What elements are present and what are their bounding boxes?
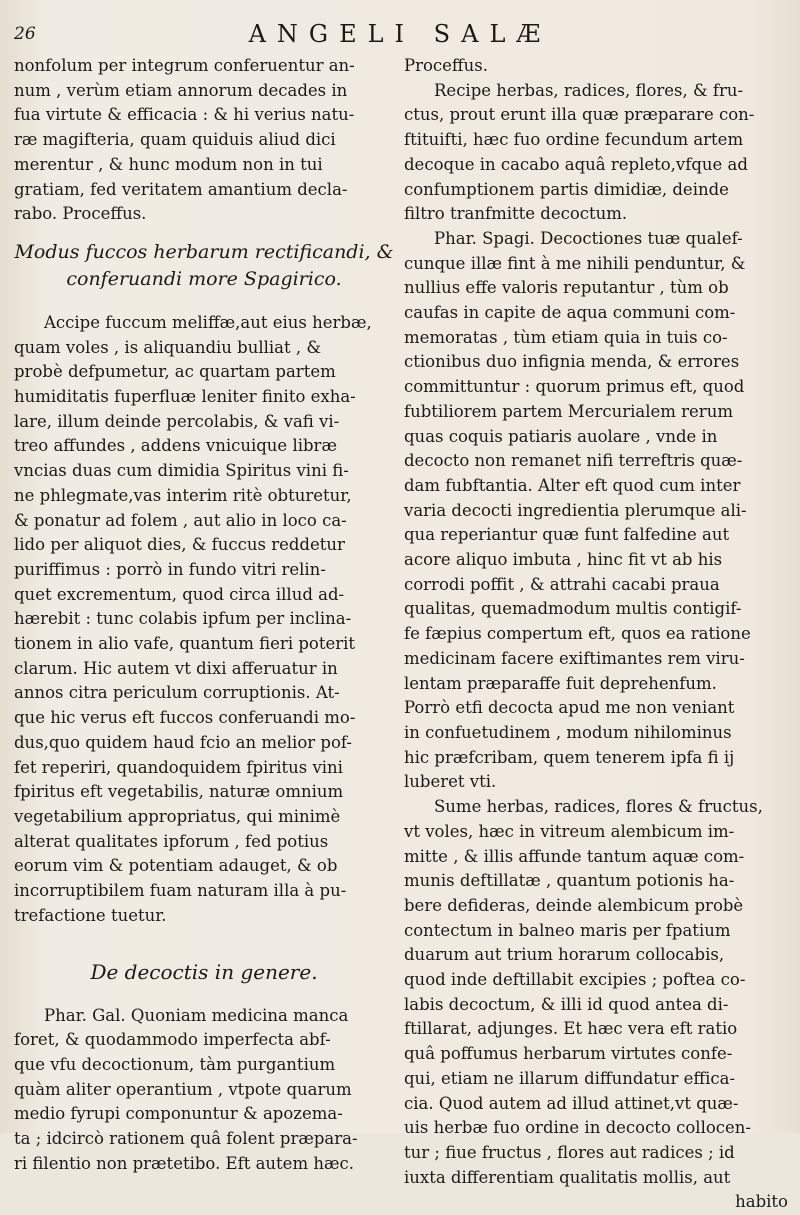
text-line: quet excrementum, quod circa illud ad- [14, 584, 345, 604]
text-line: Sume herbas, radices, flores & fructus, [434, 797, 763, 817]
text-line: merentur , & hunc modum non in tui [14, 154, 323, 174]
text-line: que hic verus eft fuccos conferuandi mo- [14, 708, 356, 728]
text-line: in confuetudinem , modum nihilominus [404, 722, 732, 742]
text-line: ftillarat, adjunges. Et hæc vera eft ratio [404, 1019, 738, 1039]
text-line: qui, etiam ne illarum diffundatur effica- [404, 1068, 736, 1088]
left-paragraph-2 [14, 311, 394, 929]
section-heading-decoctis: De decoctis in genere. [90, 959, 318, 984]
catchword: habito [735, 1192, 788, 1212]
text-line: nullius effe valoris reputantur , tùm ob [404, 278, 729, 298]
text-line: fubtiliorem partem Mercurialem rerum [404, 401, 733, 421]
text-line: munis deftillatæ , quantum potionis ha- [404, 871, 735, 891]
text-line: quàm aliter operantium , vtpote quarum [14, 1079, 352, 1099]
text-line: corrodi poffit , & attrahi cacabi praua [404, 574, 720, 594]
text-line: cunque illæ fint à me nihili penduntur, & [404, 253, 746, 273]
text-line: trefactione tuetur. [14, 905, 167, 925]
left-column [14, 54, 394, 1176]
text-line: Proceffus. [404, 56, 488, 75]
text-line: fe fæpius compertum eft, quos ea ratione [404, 624, 751, 644]
text-line: iuxta differentiam qualitatis mollis, aut [404, 1167, 731, 1187]
text-line: quam voles , is aliquandiu bulliat , & [14, 337, 322, 357]
text-line: lentam præparaffe fuit deprehenfum. [404, 673, 717, 693]
text-line: vegetabilium appropriatus, qui minimè [14, 806, 341, 826]
text-line: hærebit : tunc colabis ipfum per inclina- [14, 609, 352, 629]
running-head: ANGELI SALÆ [248, 20, 552, 48]
right-paragraph-3 [404, 227, 788, 795]
text-line: fua virtute & efficacia : & hi verius natu- [14, 105, 355, 125]
text-line: uis herbæ fuo ordine in decocto collocen- [404, 1118, 751, 1138]
text-line: quâ poffumus herbarum virtutes confe- [404, 1044, 733, 1064]
right-paragraph-4 [404, 795, 788, 1215]
text-line: lido per aliquot dies, & fuccus reddetur [14, 535, 345, 555]
text-line: medio fyrupi componuntur & apozema- [14, 1104, 343, 1124]
text-line: bere defideras, deinde alembicum probè [404, 895, 744, 915]
page-number: 26 [14, 24, 36, 44]
text-line: caufas in capite de aqua communi com- [404, 303, 736, 323]
text-line: cia. Quod autem ad illud attinet,vt quæ- [404, 1093, 739, 1113]
text-line: dus,quo quidem haud fcio an melior pof- [14, 732, 352, 752]
text-line: decoque in cacabo aquâ repleto,vfque ad [404, 154, 748, 174]
text-line: ri filentio non prætetibo. Eft autem hæc. [14, 1153, 354, 1173]
text-line: humiditatis fuperfluæ leniter finito exha- [14, 387, 356, 407]
text-line: treo affundes , addens vnicuique libræ [14, 436, 337, 456]
left-paragraph-3 [14, 1004, 394, 1177]
text-line: & ponatur ad folem , aut alio in loco ca- [14, 510, 347, 530]
text-line: ræ magifteria, quam quiduis aliud dici [14, 130, 336, 150]
text-line: qua reperiantur quæ funt falfedine aut [404, 525, 730, 545]
text-line: nonfolum per integrum conferuentur an- [14, 56, 355, 75]
text-line: gratiam, fed veritatem amantium decla- [14, 179, 348, 199]
text-line: lare, illum deinde percolabis, & vafi vi- [14, 411, 340, 431]
right-paragraph-2 [404, 79, 788, 227]
text-line: contectum in balneo maris per fpatium [404, 920, 731, 940]
text-line: decocto non remanet nifi terreftris quæ- [404, 451, 743, 471]
text-line: tionem in alio vafe, quantum fieri poterit [14, 634, 356, 654]
text-line: memoratas , tùm etiam quia in tuis co- [404, 327, 728, 347]
text-line: probè defpumetur, ac quartam partem [14, 362, 336, 382]
text-line: dam fubftantia. Alter eft quod cum inter [404, 475, 741, 495]
text-line: acore aliquo imbuta , hinc fit vt ab his [404, 550, 723, 570]
text-line: ctus, prout erunt illa quæ præparare con- [404, 105, 755, 125]
text-line: duarum aut trium horarum collocabis, [404, 945, 725, 965]
text-line: labis decoctum, & illi id quod antea di- [404, 994, 729, 1014]
text-line: committuntur : quorum primus eft, quod [404, 377, 745, 397]
text-line: foret, & quodammodo imperfecta abf- [14, 1030, 331, 1050]
text-line: medicinam facere exiftimantes rem viru- [404, 648, 745, 668]
text-line: tur ; fiue fructus , flores aut radices ; id [404, 1142, 735, 1162]
text-line: vncias duas cum dimidia Spiritus vini fi- [14, 461, 349, 481]
text-line: ne phlegmate,vas interim ritè obturetur, [14, 485, 352, 505]
section-heading-modus [14, 239, 394, 293]
text-line: fpiritus eft vegetabilis, naturæ omnium [14, 782, 344, 802]
right-paragraph-1 [404, 54, 788, 79]
text-line: alterat qualitates ipforum , fed potius [14, 831, 329, 851]
text-line: varia decocti ingredientia plerumque ali- [404, 500, 747, 520]
text-line: annos citra periculum corruptionis. At- [14, 683, 340, 703]
text-line: Porrò etfi decocta apud me non veniant [404, 698, 735, 718]
text-line: num , verùm etiam annorum decades in [14, 80, 348, 100]
text-line: Phar. Gal. Quoniam medicina manca [44, 1005, 349, 1025]
text-line: Recipe herbas, radices, flores, & fru- [434, 80, 744, 100]
text-line: incorruptibilem fuam naturam illa à pu- [14, 881, 347, 901]
text-line: quod inde deftillabit excipies ; poftea co- [404, 970, 746, 990]
right-column [404, 54, 788, 1215]
text-line: ftituifti, hæc fuo ordine fecundum artem [404, 130, 744, 150]
heading-line: conferuandi more Spagirico. [66, 267, 342, 290]
text-line: Phar. Spagi. Decoctiones tuæ qualef- [434, 228, 743, 248]
text-line: qualitas, quemadmodum multis contigif- [404, 599, 742, 619]
text-line: fet reperiri, quandoquidem fpiritus vini [14, 757, 343, 777]
text-line: rabo. Proceffus. [14, 204, 147, 224]
text-line: que vfu decoctionum, tàm purgantium [14, 1054, 336, 1074]
text-line: confumptionem partis dimidiæ, deinde [404, 179, 729, 199]
text-line: ctionibus duo infignia menda, & errores [404, 352, 740, 372]
left-paragraph-1 [14, 54, 394, 227]
text-line: clarum. Hic autem vt dixi afferuatur in [14, 658, 338, 678]
text-line: eorum vim & potentiam adauget, & ob [14, 856, 338, 876]
page-header [14, 20, 786, 52]
text-line: vt voles, hæc in vitreum alembicum im- [404, 821, 735, 841]
text-line: luberet vti. [404, 772, 497, 792]
text-line: ta ; idcircò rationem quâ folent præpara- [14, 1129, 358, 1149]
text-line: Accipe fuccum meliffæ,aut eius herbæ, [44, 312, 372, 332]
text-line: puriffimus : porrò in fundo vitri relin- [14, 559, 326, 579]
heading-line: Modus fuccos herbarum rectificandi, & [14, 240, 394, 263]
text-line: hic præfcribam, quem tenerem ipfa fi ij [404, 747, 735, 767]
text-line: quas coquis patiaris auolare , vnde in [404, 426, 718, 446]
text-line: filtro tranfmitte decoctum. [404, 204, 628, 224]
text-line: mitte , & illis affunde tantum aquæ com- [404, 846, 745, 866]
